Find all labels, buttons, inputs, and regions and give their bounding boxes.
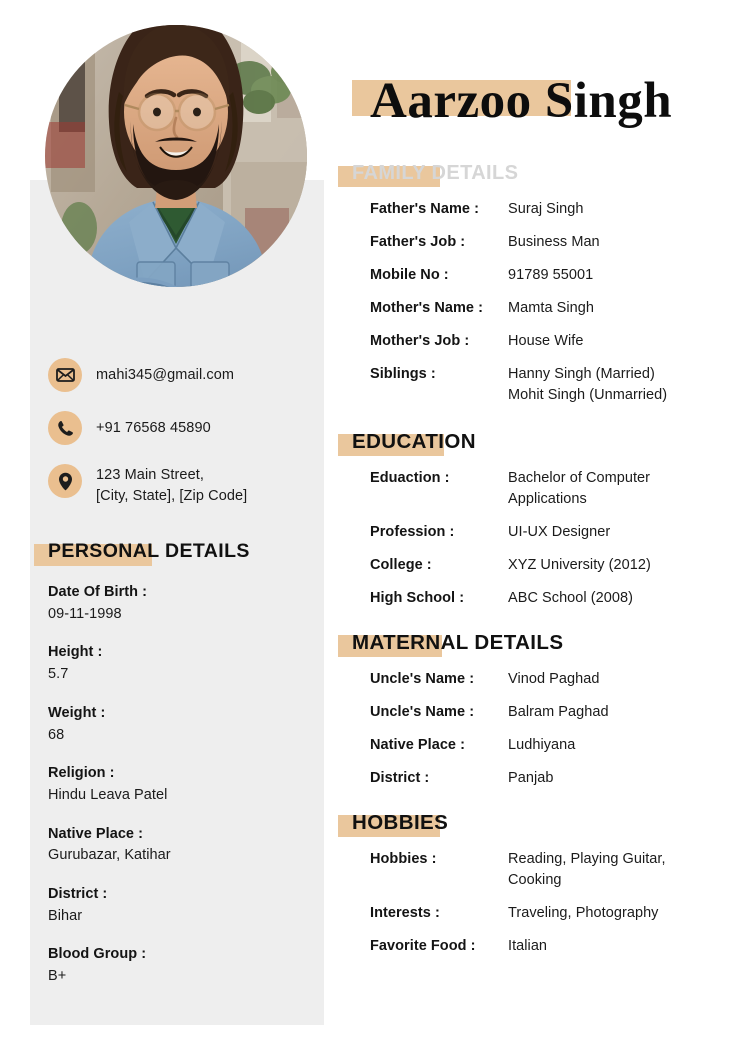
list-item: Native Place : Gurubazar, Katihar — [48, 825, 171, 864]
row-value: ABC School (2008) — [508, 590, 633, 607]
list-item: Date Of Birth : 09-11-1998 — [48, 584, 148, 622]
contact-row-address[interactable] — [48, 464, 318, 506]
table-row: Native Place : Ludhiyana — [370, 735, 744, 756]
portrait-photo-illustration — [45, 0, 307, 340]
location-pin-icon — [48, 464, 82, 498]
row-value: Vinod Paghad — [508, 671, 600, 688]
envelope-icon — [48, 358, 82, 392]
table-row: Eduaction : Bachelor of Computer Applications — [370, 468, 744, 510]
personal-details-list — [48, 583, 318, 987]
row-value: Business Man — [508, 234, 600, 251]
table-row: College : XYZ University (2012) — [370, 555, 744, 576]
table-row: High School : ABC School (2008) — [370, 588, 744, 609]
row-value: XYZ University (2012) — [508, 557, 651, 574]
family-details-heading: FAMILY DETAILS — [352, 162, 518, 185]
row-value: Traveling, Photography — [508, 905, 659, 922]
maternal-details-heading: MATERNAL DETAILS — [352, 631, 563, 655]
row-value: Ludhiyana — [508, 737, 576, 754]
list-item: District : Bihar — [48, 886, 108, 924]
table-row: Interests : Traveling, Photography — [370, 903, 744, 924]
hobbies-heading: HOBBIES — [352, 811, 448, 835]
table-row: Father's Job : Business Man — [370, 232, 744, 253]
profile-photo — [45, 0, 307, 340]
phone-text: +91 76568 45890 — [96, 420, 211, 436]
main-column — [352, 0, 744, 1052]
maternal-details-list — [352, 669, 744, 789]
phone-icon — [48, 411, 82, 445]
table-row: Profession : UI-UX Designer — [370, 522, 744, 543]
row-value: Italian — [508, 938, 548, 955]
row-value: Panjab — [508, 770, 554, 787]
contact-row-phone[interactable] — [48, 411, 318, 445]
address-text: 123 Main Street, [City, State], [Zip Code] — [96, 467, 248, 504]
row-value: Reading, Playing Guitar, Cooking — [508, 851, 666, 889]
table-row: Mother's Name : Mamta Singh — [370, 298, 744, 319]
table-row: Favorite Food : Italian — [370, 936, 744, 957]
row-value: Hanny Singh (Married) Mohit Singh (Unmarried) — [508, 366, 668, 404]
hobbies-list — [352, 849, 744, 957]
education-heading: EDUCATION — [352, 430, 476, 454]
contact-list — [48, 358, 318, 525]
personal-details-heading: PERSONAL DETAILS — [48, 540, 250, 563]
list-item: Weight : 68 — [48, 704, 106, 743]
table-row: Hobbies : Reading, Playing Guitar, Cooking — [370, 849, 744, 891]
maternal-details-section — [352, 631, 744, 789]
table-row: Father's Name : Suraj Singh — [370, 199, 744, 220]
list-item: Religion : Hindu Leava Patel — [48, 765, 168, 804]
list-item: Blood Group : B+ — [48, 946, 147, 985]
table-row: Uncle's Name : Vinod Paghad — [370, 669, 744, 690]
list-item: Height : 5.7 — [48, 644, 103, 683]
family-details-section — [352, 162, 744, 406]
email-text: mahi345@gmail.com — [96, 367, 235, 383]
table-row: District : Panjab — [370, 768, 744, 789]
row-value: Suraj Singh — [508, 201, 584, 217]
hobbies-section — [352, 811, 744, 957]
table-row: Mobile No : 91789 55001 — [370, 265, 744, 286]
table-row: Mother's Job : House Wife — [370, 331, 744, 352]
contact-row-email[interactable] — [48, 358, 318, 392]
page-title: Aarzoo Singh — [352, 76, 744, 140]
row-value: UI-UX Designer — [508, 524, 611, 541]
education-list — [352, 468, 744, 609]
table-row: Uncle's Name : Balram Paghad — [370, 702, 744, 723]
table-row: Siblings : Hanny Singh (Married) Mohit Singh (Unmarried) — [370, 364, 744, 406]
row-value: Balram Paghad — [508, 704, 609, 721]
row-value: Mamta Singh — [508, 300, 594, 317]
row-value: House Wife — [508, 333, 584, 350]
education-section — [352, 430, 744, 609]
row-value: Bachelor of Computer Applications — [508, 470, 651, 508]
row-value: 91789 55001 — [508, 267, 594, 284]
family-details-list — [352, 199, 744, 406]
personal-details-section — [48, 540, 318, 1006]
